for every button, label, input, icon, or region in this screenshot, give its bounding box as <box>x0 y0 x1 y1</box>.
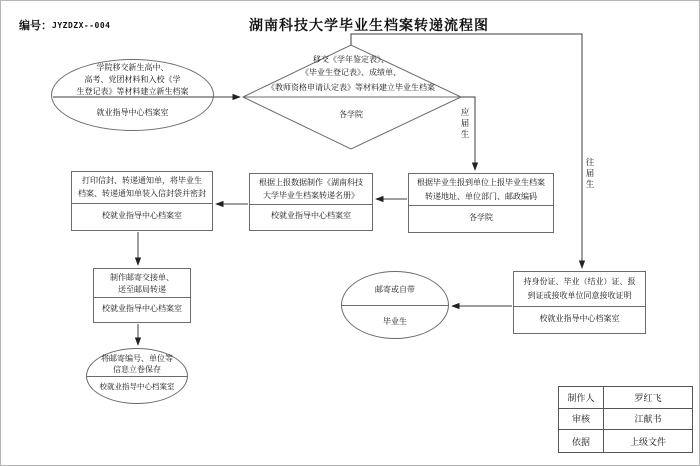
maker-value: 罗红飞 <box>604 387 692 409</box>
archive-ellipse-line-2: 信息立卷保存 <box>113 365 161 374</box>
roster-box-line-2: 大学毕业生档案转递名册》 <box>263 191 359 200</box>
certificate-box-line-1: 持身份证、毕业（结业）证、报 <box>523 277 636 286</box>
delivery-ellipse-top: 邮寄或自带 <box>375 285 415 294</box>
maker-info-table <box>558 386 693 453</box>
new-student-line-3: 生登记表》等材料建立新生档案 <box>76 87 189 96</box>
delivery-ellipse-divider <box>342 305 448 306</box>
certificate-box-owner: 校就业指导中心档案室 <box>539 314 620 323</box>
certificate-box-divider <box>513 306 646 307</box>
archive-ellipse-divider <box>87 376 187 377</box>
maker-label: 制作人 <box>559 387 604 409</box>
roster-box-divider <box>249 204 373 205</box>
mailing-box-line-2: 送至邮局转递 <box>118 285 166 294</box>
page-title: 湖南科技大学毕业生档案转递流程图 <box>249 18 489 34</box>
mailing-box-owner: 校就业指导中心档案室 <box>102 304 182 313</box>
new-student-line-1: 学院移交新生高中、 <box>96 63 169 72</box>
previous-graduate-branch-label: 往届生 <box>585 158 595 190</box>
mailing-box-line-1: 制作邮寄交接单、 <box>110 273 174 282</box>
transfer-diamond-owner: 各学院 <box>339 110 363 119</box>
roster-box-owner: 校就业指导中心档案室 <box>271 211 351 220</box>
fresh-graduate-branch-label: 应届生 <box>460 108 470 140</box>
mailing-box-divider <box>93 297 191 298</box>
reviewer-value: 江献书 <box>604 409 692 431</box>
envelope-box-divider <box>71 203 213 204</box>
reviewer-label: 审核 <box>559 409 604 431</box>
roster-box-line-1: 根据上报数据制作《湖南科技 <box>259 178 363 187</box>
new-student-line-2: 高考、党团材料和入校《学 <box>84 75 181 84</box>
archive-ellipse-owner: 校就业指导中心档案室 <box>99 382 175 391</box>
document-code-label: 编号： <box>19 19 52 32</box>
certificate-box-line-2: 到证或接收单位同意接收证明 <box>527 291 632 300</box>
report-box-owner: 各学院 <box>469 213 493 222</box>
transfer-diamond-line-2: 《毕业生登记表》、成绩单、 <box>301 68 401 77</box>
new-student-owner: 就业指导中心档案室 <box>96 108 169 117</box>
document-code-value: JYZDZX--004 <box>52 21 111 30</box>
report-box-divider <box>408 205 554 206</box>
basis-value: 上级文件 <box>629 437 666 448</box>
transfer-diamond-line-3: 《教师资格申请认定表》等材料建立毕业生档案 <box>267 83 435 92</box>
envelope-box-line-2: 档案、转递通知单装入信封袋并密封 <box>78 189 206 198</box>
envelope-box-owner: 校就业指导中心档案室 <box>102 211 182 220</box>
transfer-diamond-line-1: 移交《学年鉴定表》、 <box>313 55 389 64</box>
report-box-line-2: 转递地址、单位部门、邮政编码 <box>425 192 537 201</box>
delivery-ellipse-owner: 毕业生 <box>383 317 407 326</box>
basis-label: 依据 <box>559 430 604 452</box>
archive-ellipse-line-1: 将邮寄编号、单位等 <box>101 354 173 363</box>
envelope-box-line-1: 打印信封、转递通知单，将毕业生 <box>82 176 202 185</box>
report-box-line-1: 根据毕业生报到单位上报毕业生档案 <box>417 178 545 187</box>
